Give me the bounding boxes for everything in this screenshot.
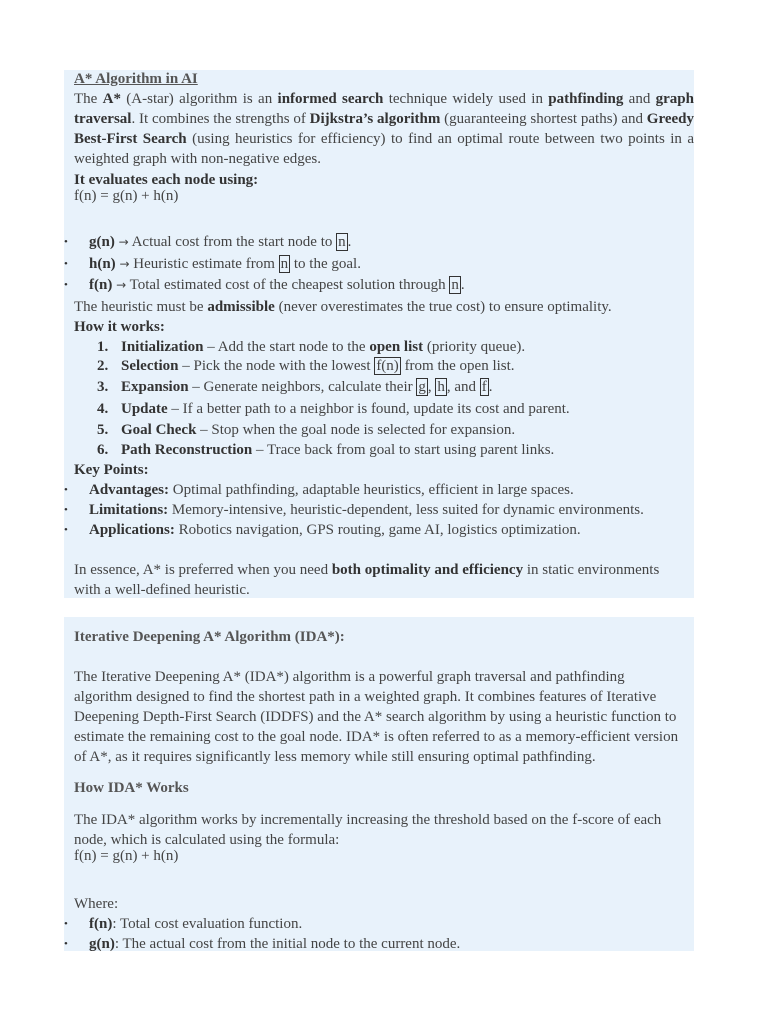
step-goal-check: Goal Check – Stop when the goal node is selected for expansion.	[121, 422, 516, 438]
def-g: g(n): The actual cost from the initial node to the current node.	[89, 936, 461, 952]
bullet: •	[64, 504, 68, 516]
def-f: f(n): Total cost evaluation function.	[89, 916, 303, 932]
where-label: Where:	[74, 896, 119, 912]
step-selection: Selection – Pick the node with the lowest f(n) from the open list.	[121, 358, 515, 374]
ida-formula: f(n) = g(n) + h(n)	[74, 848, 179, 864]
step-initialization: Initialization – Add the start node to the open list (priority queue).	[121, 339, 526, 355]
step-expansion: Expansion – Generate neighbors, calculate their g , h , and f .	[121, 379, 493, 395]
how-ida-works-heading: How IDA* Works	[74, 780, 189, 796]
step-number: 2.	[97, 358, 109, 374]
bullet: •	[64, 236, 68, 248]
step-number: 4.	[97, 401, 109, 417]
term-h: h(n) → Heuristic estimate from n to the goal.	[89, 256, 361, 272]
key-advantages: Advantages: Optimal pathfinding, adaptable heuristics, efficient in large spaces.	[89, 482, 574, 498]
bullet: •	[64, 258, 68, 270]
heuristic-note: The heuristic must be admissible (never overestimates the true cost) to ensure optimality.	[74, 299, 612, 315]
step-number: 1.	[97, 339, 109, 355]
ida-how-text: The IDA* algorithm works by incrementally increasing the threshold based on the f-score of each node, which is calculated using the formula:	[74, 812, 662, 848]
ida-title: Iterative Deepening A* Algorithm (IDA*):	[74, 629, 345, 645]
essence-paragraph: In essence, A* is preferred when you need both optimality and efficiency in static environments with a well-defined heuristic.	[74, 562, 660, 598]
astar-title: A* Algorithm in AI	[74, 71, 198, 87]
step-path-reconstruction: Path Reconstruction – Trace back from goal to start using parent links.	[121, 442, 555, 458]
astar-formula: f(n) = g(n) + h(n)	[74, 188, 179, 204]
ida-intro: The Iterative Deepening A* (IDA*) algorithm is a powerful graph traversal and pathfinding algorithm designed to find the shortest path in a weighted graph. It combines features of Iterative Deepening Depth-First Search (IDDFS) and the A* search algorithm by using a heuristic function to estimate the remaining cost to the goal node. IDA* is often referred to as a memory-efficient version of A*, as it requires significantly less memory while still ensuring optimal pathfinding.	[74, 669, 679, 765]
step-number: 3.	[97, 379, 109, 395]
key-limitations: Limitations: Memory-intensive, heuristic-dependent, less suited for dynamic environments.	[89, 502, 644, 518]
term-g: g(n) → Actual cost from the start node to n .	[89, 234, 352, 250]
bullet: •	[64, 918, 68, 930]
bullet: •	[64, 484, 68, 496]
astar-intro: The A* (A-star) algorithm is an informed search technique widely used in pathfinding and graph traversal. It combines the strengths of Dijkstra’s algorithm (guaranteeing shortest paths) and Greedy Best-First Search (using heuristics for efficiency) to find an optimal route between two points in a weighted graph with non-negative edges.	[74, 91, 695, 167]
step-update: Update – If a better path to a neighbor is found, update its cost and parent.	[121, 401, 570, 417]
bullet: •	[64, 938, 68, 950]
key-applications: Applications: Robotics navigation, GPS routing, game AI, logistics optimization.	[89, 522, 581, 538]
bullet: •	[64, 524, 68, 536]
bullet: •	[64, 279, 68, 291]
step-number: 5.	[97, 422, 109, 438]
step-number: 6.	[97, 442, 109, 458]
key-points-heading: Key Points:	[74, 462, 149, 478]
how-it-works-heading: How it works:	[74, 319, 165, 335]
term-f: f(n) → Total estimated cost of the cheapest solution through n .	[89, 277, 465, 293]
evaluates-heading: It evaluates each node using:	[74, 172, 259, 188]
